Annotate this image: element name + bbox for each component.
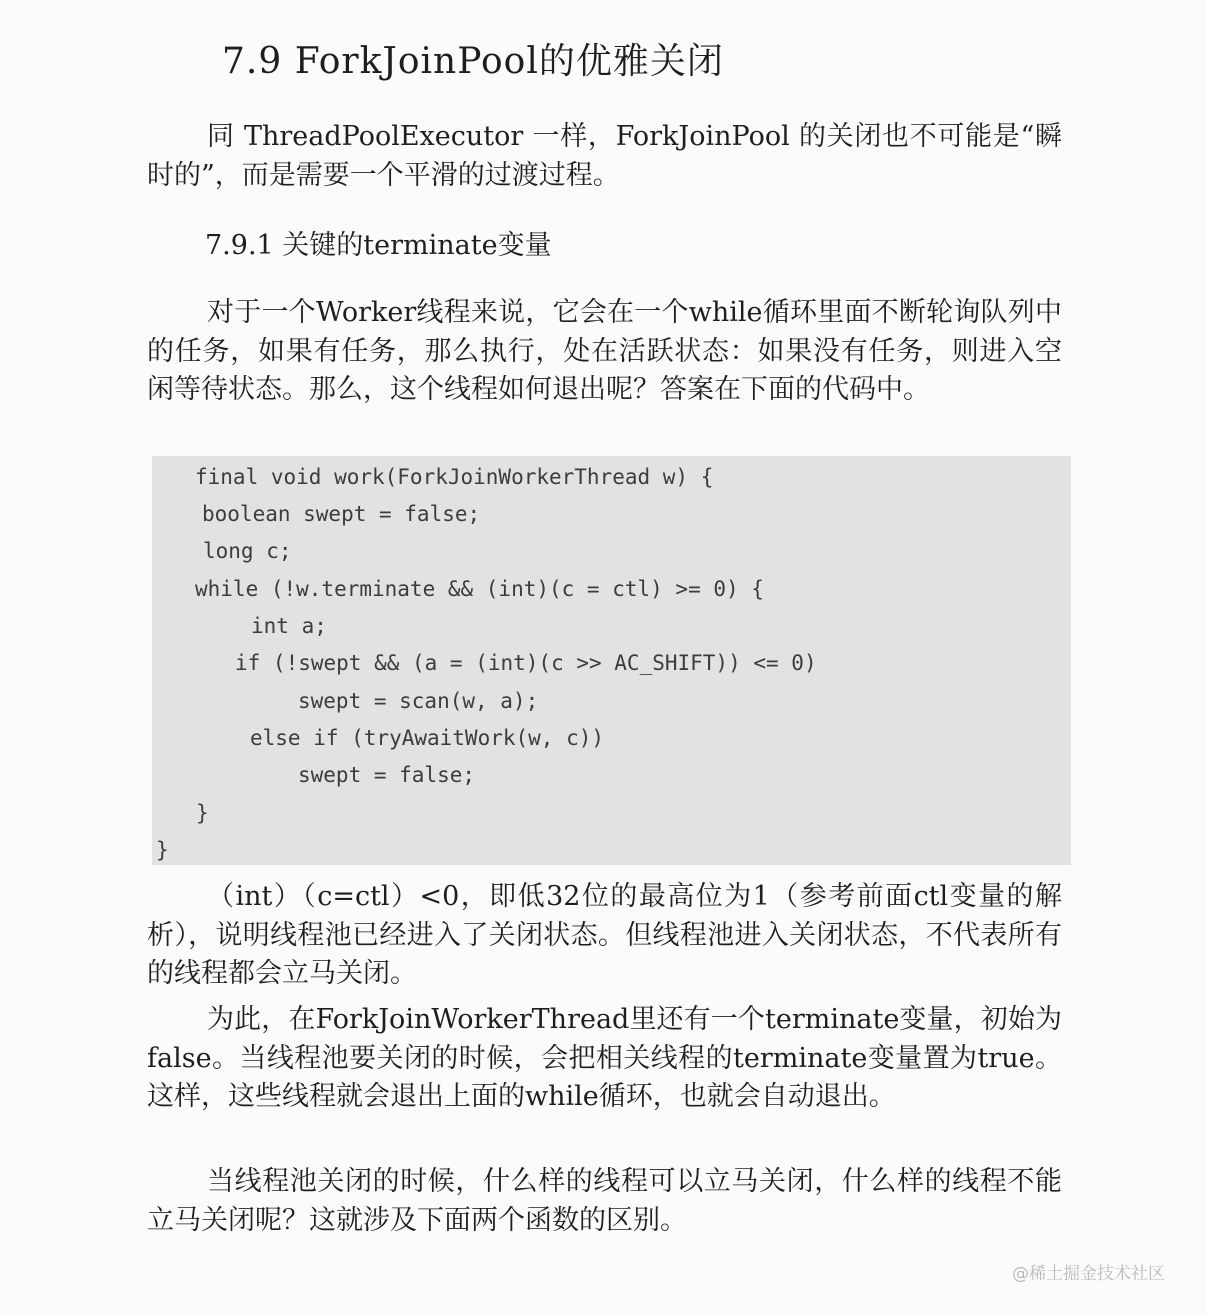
worker-loop-paragraph: 对于一个Worker线程来说，它会在一个while循环里面不断轮询队列中的任务，如果有任务，那么执行，处在活跃状态：如果没有任务，则进入空闲等待状态。那么，这个线程如何退出呢？答案在下面的代码中。 [147,297,1062,405]
code-line: final void work(ForkJoinWorkerThread w) { [195,465,714,489]
page-title: 7.9 ForkJoinPool的优雅关闭 [222,41,724,82]
code-line: swept = scan(w, a); [298,689,539,713]
code-line: while (!w.terminate && (int)(c = ctl) >= 0) { [195,577,764,601]
intro-paragraph: 同 ThreadPoolExecutor 一样，ForkJoinPool 的关闭也不可能是“瞬时的”，而是需要一个平滑的过渡过程。 [147,121,1062,191]
code-block [152,456,1071,865]
watermark: @稀土掘金技术社区 [1012,1264,1165,1284]
code-line: if (!swept && (a = (int)(c >> AC_SHIFT)) <= 0) [235,651,817,675]
code-line: } [196,801,209,825]
code-line: } [156,838,169,862]
ctl-explain-paragraph: （int）（c=ctl）<0，即低32位的最高位为1（参考前面ctl变量的解析），说明线程池已经进入了关闭状态。但线程池进入关闭状态，不代表所有的线程都会立马关闭。 [147,881,1062,989]
terminate-var-paragraph: 为此，在ForkJoinWorkerThread里还有一个terminate变量，初始为false。当线程池要关闭的时候，会把相关线程的terminate变量置为true。这样，这些线程就会退出上面的while循环，也就会自动退出。 [147,1004,1062,1112]
code-line: int a; [251,614,327,638]
code-line: swept = false; [298,763,476,787]
section-heading: 7.9.1 关键的terminate变量 [205,230,552,261]
code-line: long c; [203,539,292,563]
code-line: boolean swept = false; [202,502,481,526]
code-line: else if (tryAwaitWork(w, c)) [250,726,605,750]
closing-question-paragraph: 当线程池关闭的时候，什么样的线程可以立马关闭，什么样的线程不能立马关闭呢？这就涉及下面两个函数的区别。 [147,1166,1062,1236]
